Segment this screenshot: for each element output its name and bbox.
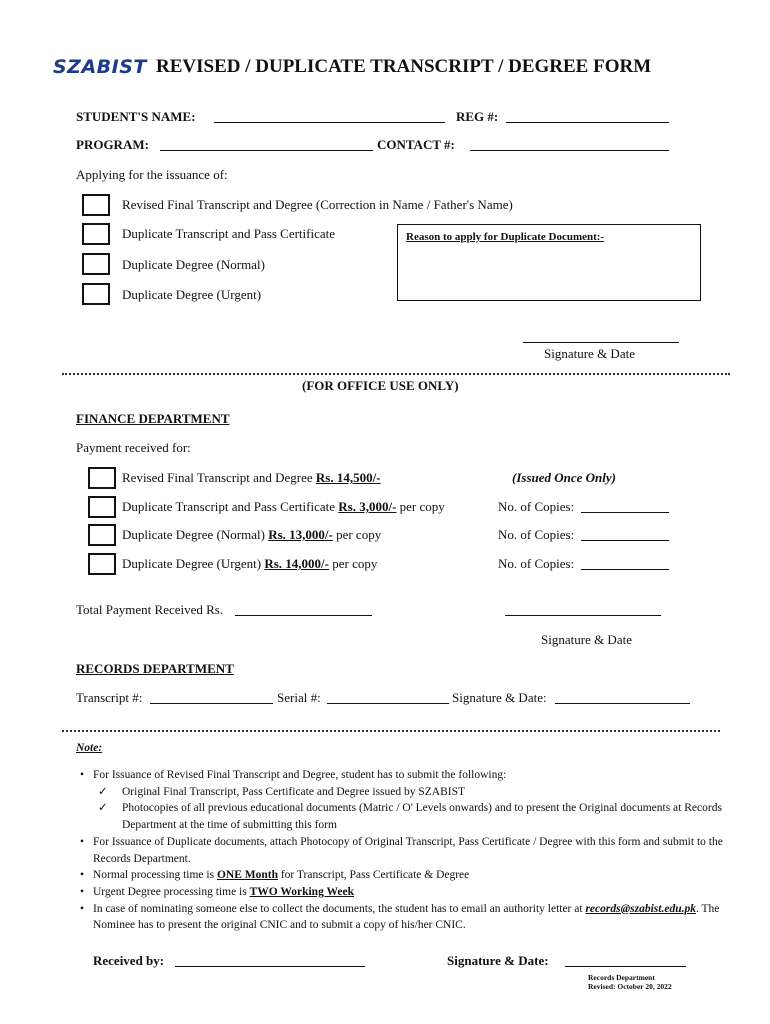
reason-label: Reason to apply for Duplicate Document:- [406, 231, 605, 243]
payment-label: Payment received for: [76, 440, 191, 455]
option-duplicate-transcript-checkbox[interactable] [82, 223, 110, 245]
check-icon: ✓ [98, 785, 108, 798]
check-icon: ✓ [98, 802, 108, 815]
received-by-label: Received by: [93, 953, 165, 968]
copies-field-normal[interactable] [581, 540, 669, 541]
total-payment-field[interactable] [235, 615, 372, 616]
copies-label-normal: No. of Copies: [498, 527, 575, 542]
payment-degree-normal-checkbox[interactable] [88, 524, 116, 546]
total-payment-label: Total Payment Received Rs. [76, 602, 224, 617]
finance-signature-label: Signature & Date [541, 632, 632, 647]
footer-revision [588, 973, 672, 991]
payment-revised-label: Revised Final Transcript and Degree Rs. 14,500/- [122, 470, 381, 485]
payment-degree-normal-label: Duplicate Degree (Normal) Rs. 13,000/- per copy [122, 527, 382, 542]
student-name-field[interactable] [214, 122, 445, 123]
reg-label: REG #: [456, 109, 499, 124]
finance-heading: FINANCE DEPARTMENT [76, 411, 230, 426]
copies-label-transcript: No. of Copies: [498, 499, 575, 514]
records-heading: RECORDS DEPARTMENT [76, 661, 234, 676]
payment-degree-urgent-label: Duplicate Degree (Urgent) Rs. 14,000/- per copy [122, 556, 378, 571]
option-degree-normal-checkbox[interactable] [82, 253, 110, 275]
payment-duplicate-transcript-checkbox[interactable] [88, 496, 116, 518]
divider-top [62, 373, 730, 375]
contact-label: CONTACT #: [377, 137, 455, 152]
finance-signature-line[interactable] [505, 615, 661, 616]
program-label: PROGRAM: [76, 137, 149, 152]
reason-box[interactable] [397, 224, 701, 301]
note-subitem: ✓ Original Final Transcript, Pass Certificate and Degree issued by SZABIST [80, 784, 730, 801]
note-item: • In case of nominating someone else to collect the documents, the student has to email an authority letter at records@szabist.edu.pk. The Nominee has to present the original CNIC and to submit a copy of his/her CNIC. [80, 902, 720, 932]
transcript-number-label: Transcript #: [76, 690, 143, 705]
serial-number-label: Serial #: [277, 690, 321, 705]
copies-field-urgent[interactable] [581, 569, 669, 570]
payment-revised-checkbox[interactable] [88, 467, 116, 489]
option-duplicate-transcript-label: Duplicate Transcript and Pass Certificate [122, 226, 336, 241]
form-title: REVISED / DUPLICATE TRANSCRIPT / DEGREE FORM [156, 56, 652, 77]
option-degree-urgent-label: Duplicate Degree (Urgent) [122, 287, 262, 302]
records-signature-label: Signature & Date: [452, 690, 547, 705]
note-subitem: ✓ Photocopies of all previous educational documents (Matric / O' Levels onwards) and to present the Original documents at Records Department at the time of submitting this form [98, 802, 722, 832]
szabist-logo: SZABIST [53, 56, 147, 78]
note-heading: Note: [76, 742, 103, 754]
applying-label: Applying for the issuance of: [76, 167, 228, 182]
note-item: • For Issuance of Revised Final Transcript and Degree, student has to submit the following: [80, 769, 507, 781]
footer-department: Records Department [588, 973, 655, 982]
footer-revised-date: Revised: October 20, 2022 [588, 982, 672, 991]
records-email-link[interactable]: records@szabist.edu.pk [585, 902, 696, 915]
transcript-number-field[interactable] [150, 703, 273, 704]
option-degree-normal-label: Duplicate Degree (Normal) [122, 257, 265, 272]
serial-number-field[interactable] [327, 703, 449, 704]
issued-once-note: (Issued Once Only) [512, 470, 616, 485]
option-revised-label: Revised Final Transcript and Degree (Correction in Name / Father's Name) [122, 197, 513, 212]
note-item: • For Issuance of Duplicate documents, attach Photocopy of Original Transcript, Pass Certificate / Degree with this form and submit to the Records Department. [80, 835, 723, 865]
applicant-signature-line[interactable] [523, 342, 679, 343]
option-revised-checkbox[interactable] [82, 194, 110, 216]
bottom-signature-field[interactable] [565, 966, 686, 967]
option-degree-urgent-checkbox[interactable] [82, 283, 110, 305]
applicant-signature-label: Signature & Date [544, 346, 635, 361]
bottom-signature-label: Signature & Date: [447, 953, 549, 968]
note-item: • Normal processing time is ONE Month for Transcript, Pass Certificate & Degree [80, 869, 470, 882]
note-item: • Urgent Degree processing time is TWO Working Week [80, 885, 354, 898]
note-list [80, 767, 730, 934]
copies-field-transcript[interactable] [581, 512, 669, 513]
student-name-label: STUDENT'S NAME: [76, 109, 196, 124]
received-by-field[interactable] [175, 966, 365, 967]
payment-degree-urgent-checkbox[interactable] [88, 553, 116, 575]
reg-field[interactable] [506, 122, 669, 123]
office-use-heading: (FOR OFFICE USE ONLY) [302, 378, 459, 393]
payment-duplicate-transcript-label: Duplicate Transcript and Pass Certificate Rs. 3,000/- per copy [122, 499, 445, 514]
contact-field[interactable] [470, 150, 669, 151]
records-signature-field[interactable] [555, 703, 690, 704]
divider-bottom [62, 730, 720, 732]
program-field[interactable] [160, 150, 373, 151]
copies-label-urgent: No. of Copies: [498, 556, 575, 571]
